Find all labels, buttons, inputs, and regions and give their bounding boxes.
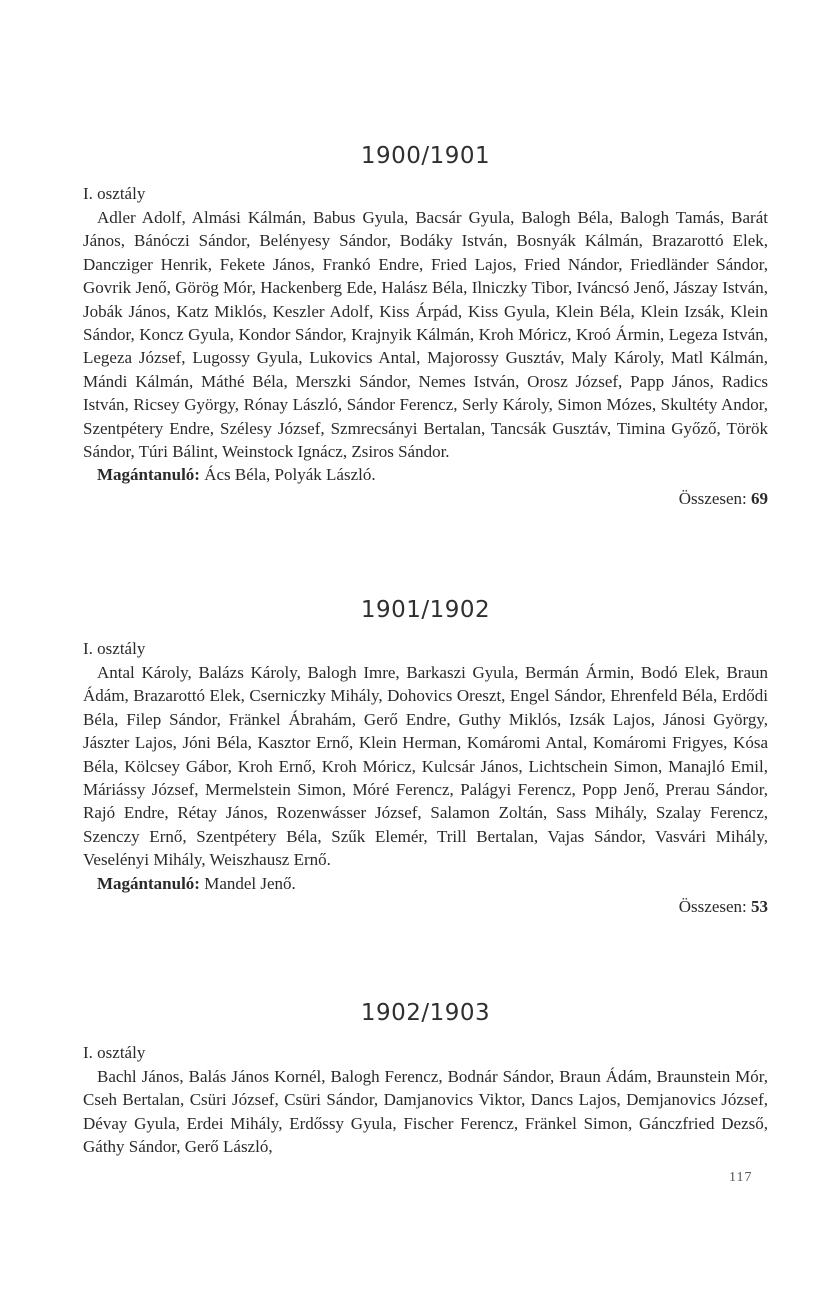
student-names: Bachl János, Balás János Kornél, Balogh Ferencz, Bodnár Sándor, Braun Ádám, Braunstein Mór, Cseh Bertalan, Csüri József, Csüri Sándor, Damjanovics Viktor, Dancs Lajos, Demjanovics József, Dévay Gyula, Erdei Mihály, Erdőssy Gyula, Fischer Ferencz, Fränkel Simon, Gánczfried Dezső, Gáthy Sándor, Gerő László, xyxy=(83,1067,768,1157)
class-label: I. osztály xyxy=(83,1043,146,1062)
private-label: Magántanuló: xyxy=(97,465,200,485)
total-value: 69 xyxy=(751,488,768,508)
class-label: I. osztály xyxy=(83,184,146,203)
year-heading: 1902/1903 xyxy=(360,1000,491,1026)
private-label: Magántanuló: xyxy=(97,873,200,893)
total-count xyxy=(83,895,768,919)
total-value: 53 xyxy=(751,897,768,917)
page-number: 117 xyxy=(729,1170,753,1185)
class-label: I. osztály xyxy=(83,639,146,658)
total-label: Összesen: xyxy=(678,488,747,508)
section-1900-1901 xyxy=(83,143,768,169)
total-label: Összesen: xyxy=(678,897,747,917)
section-1901-1902-body xyxy=(83,637,768,919)
year-heading: 1901/1902 xyxy=(360,597,491,623)
total-count xyxy=(83,487,768,511)
year-heading: 1900/1901 xyxy=(360,143,491,169)
section-1902-1903-body xyxy=(83,1041,768,1159)
private-names: Mandel Jenő. xyxy=(204,873,296,893)
student-names: Adler Adolf, Almási Kálmán, Babus Gyula, Bacsár Gyula, Balogh Béla, Balogh Tamás, Barát János, Bánóczi Sándor, Belényesy Sándor, Bodáky István, Bosnyák Kálmán, Brazarottó Elek, Dancziger Henrik, Fekete János, Frankó Endre, Fried Lajos, Fried Nándor, Friedländer Sándor, Govrik Jenő, Görög Mór, Hackenberg Ede, Halász Béla, Ilniczky Tibor, Iváncsó Jenő, Jászay István, Jobák János, Katz Miklós, Keszler Adolf, Kiss Árpád, Kiss Gyula, Klein Béla, Klein Izsák, Klein Sándor, Koncz Gyula, Kondor Sándor, Krajnyik Kálmán, Kroh Móricz, Kroó Ármin, Legeza István, Legeza József, Lugossy Gyula, Lukovics Antal, Majorossy Gusztáv, Maly Károly, Matl Kálmán, Mándi Kálmán, Máthé Béla, Merszki Sándor, Nemes István, Orosz József, Papp János, Radics István, Ricsey György, Rónay László, Sándor Ferencz, Serly Károly, Simon Mózes, Skultéty Andor, Szentpétery Endre, Szélesy József, Szmrecsányi Bertalan, Tancsák Gusztáv, Timina Győző, Török Sándor, Túri Bálint, Weinstock Ignácz, Zsiros Sándor. xyxy=(83,208,768,462)
section-1900-1901-body xyxy=(83,182,768,511)
private-students xyxy=(83,463,768,486)
private-names: Ács Béla, Polyák László. xyxy=(204,465,376,485)
student-names: Antal Károly, Balázs Károly, Balogh Imre, Barkaszi Gyula, Bermán Ármin, Bodó Elek, Braun Ádám, Brazarottó Elek, Cserniczky Mihály, Dohovics Oreszt, Engel Sándor, Ehrenfeld Béla, Erdődi Béla, Filep Sándor, Fränkel Ábrahám, Gerő Endre, Guthy Miklós, Izsák Lajos, Jánosi György, Jászter Lajos, Jóni Béla, Kasztor Ernő, Klein Herman, Komáromi Antal, Komáromi Frigyes, Kósa Béla, Kölcsey Gábor, Kroh Ernő, Kroh Móricz, Kulcsár János, Lichtschein Simon, Manajló Emil, Máriássy József, Mermelstein Simon, Móré Ferencz, Palágyi Ferencz, Popp Jenő, Prerau Sándor, Rajó Endre, Rétay János, Rozenwásser József, Salamon Zoltán, Sass Mihály, Szalay Ferencz, Szenczy Ernő, Szentpétery Béla, Szűk Elemér, Trill Bertalan, Vajas Sándor, Vasvári Mihály, Veselényi Mihály, Weiszhausz Ernő. xyxy=(83,663,768,870)
section-1901-1902 xyxy=(83,597,768,623)
section-1902-1903 xyxy=(83,1000,768,1026)
private-students xyxy=(83,872,768,895)
